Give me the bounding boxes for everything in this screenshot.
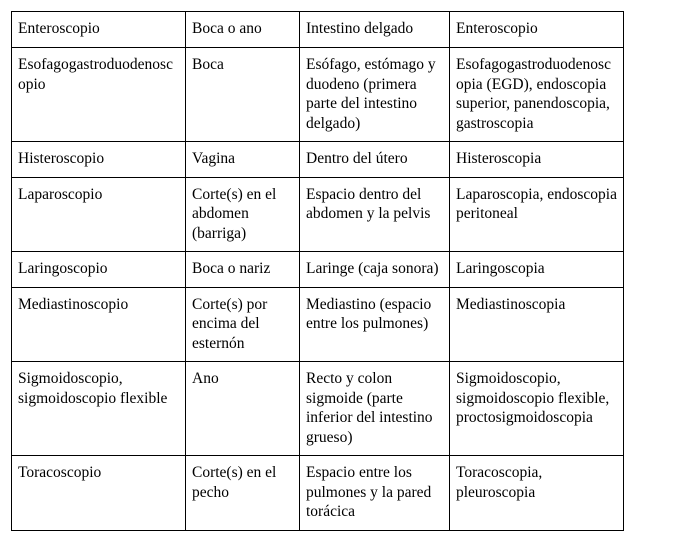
procedure-name-cell: Toracoscopia, pleuroscopia — [450, 456, 624, 531]
entry-point-cell: Corte(s) en el abdomen (barriga) — [186, 177, 300, 252]
instrument-cell: Laparoscopio — [12, 177, 186, 252]
instrument-cell: Sigmoidoscopio, sigmoidoscopio flexible — [12, 362, 186, 456]
instrument-cell: Enteroscopio — [12, 12, 186, 48]
procedure-name-cell: Laparoscopia, endoscopia peritoneal — [450, 177, 624, 252]
procedure-name-cell: Laringoscopia — [450, 252, 624, 288]
area-examined-cell: Intestino delgado — [300, 12, 450, 48]
table-row — [12, 142, 624, 178]
table-row — [12, 252, 624, 288]
instrument-cell: Toracoscopio — [12, 456, 186, 531]
procedure-name-cell: Histeroscopia — [450, 142, 624, 178]
instrument-cell: Mediastinoscopio — [12, 287, 186, 362]
entry-point-cell: Corte(s) en el pecho — [186, 456, 300, 531]
table-row — [12, 362, 624, 456]
procedure-name-cell: Mediastinoscopia — [450, 287, 624, 362]
endoscopy-table — [11, 11, 624, 531]
instrument-cell: Esofagogastroduodenosc opio — [12, 48, 186, 142]
entry-point-cell: Boca o ano — [186, 12, 300, 48]
entry-point-cell: Boca o nariz — [186, 252, 300, 288]
instrument-cell: Histeroscopio — [12, 142, 186, 178]
table-row — [12, 177, 624, 252]
area-examined-cell: Laringe (caja sonora) — [300, 252, 450, 288]
table-row — [12, 287, 624, 362]
entry-point-cell: Boca — [186, 48, 300, 142]
area-examined-cell: Mediastino (espacio entre los pulmones) — [300, 287, 450, 362]
area-examined-cell: Espacio entre los pulmones y la pared torácica — [300, 456, 450, 531]
instrument-cell: Laringoscopio — [12, 252, 186, 288]
entry-point-cell: Ano — [186, 362, 300, 456]
table-row — [12, 48, 624, 142]
table-row — [12, 12, 624, 48]
procedure-name-cell: Enteroscopio — [450, 12, 624, 48]
table-row — [12, 456, 624, 531]
area-examined-cell: Recto y colon sigmoide (parte inferior del intestino grueso) — [300, 362, 450, 456]
area-examined-cell: Dentro del útero — [300, 142, 450, 178]
entry-point-cell: Corte(s) por encima del esternón — [186, 287, 300, 362]
procedure-name-cell: Sigmoidoscopio, sigmoidoscopio flexible, proctosigmoidoscopia — [450, 362, 624, 456]
area-examined-cell: Esófago, estómago y duodeno (primera parte del intestino delgado) — [300, 48, 450, 142]
entry-point-cell: Vagina — [186, 142, 300, 178]
area-examined-cell: Espacio dentro del abdomen y la pelvis — [300, 177, 450, 252]
procedure-name-cell: Esofagogastroduodenosc opia (EGD), endoscopia superior, panendoscopia, gastroscopia — [450, 48, 624, 142]
